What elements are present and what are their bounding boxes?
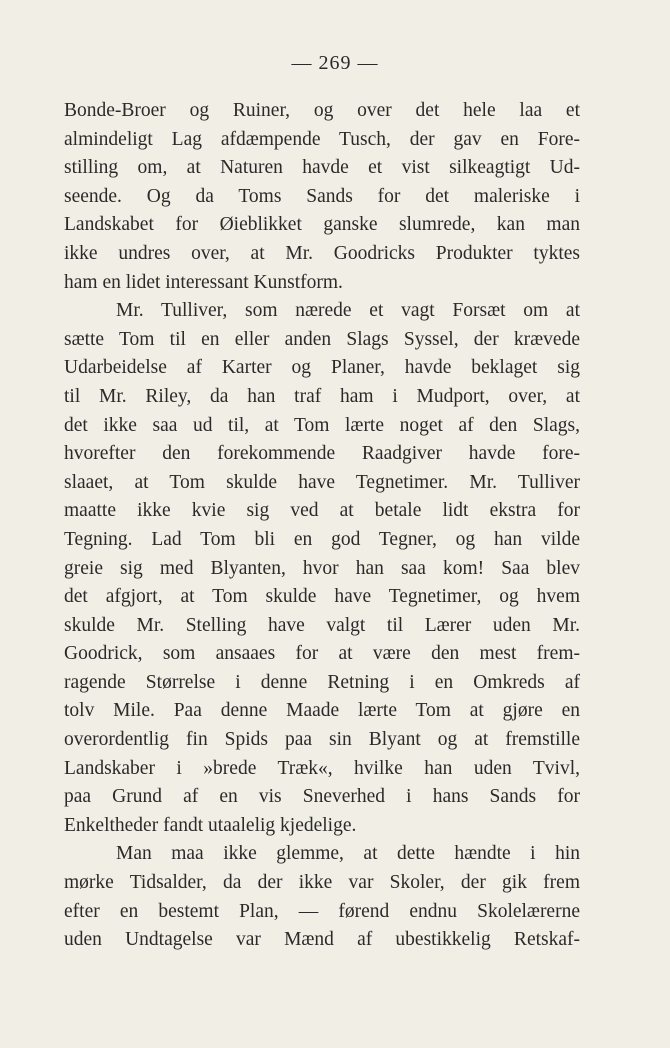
text-line: Landskaber i »brede Træk«, hvilke han uden Tvivl, bbox=[64, 757, 580, 779]
text-line: seende. Og da Toms Sands for det maleriske i bbox=[64, 185, 580, 207]
text-line: paa Grund af en vis Sneverhed i hans Sands for bbox=[64, 786, 580, 808]
text-line: maatte ikke kvie sig ved at betale lidt ekstra for bbox=[64, 500, 580, 522]
text-line: uden Undtagelse var Mænd af ubestikkelig Retskaf- bbox=[64, 929, 580, 951]
text-line: tolv Mile. Paa denne Maade lærte Tom at gjøre en bbox=[64, 700, 580, 722]
text-line: ragende Størrelse i denne Retning i en Omkreds af bbox=[64, 671, 580, 693]
text-line: Enkeltheder fandt utaalelig kjedelige. bbox=[64, 814, 357, 836]
text-line: slaaet, at Tom skulde have Tegnetimer. Mr. Tulliver bbox=[64, 471, 580, 493]
text-line: ikke undres over, at Mr. Goodricks Produkter tyktes bbox=[64, 242, 580, 264]
page-number: — 269 — bbox=[291, 52, 379, 74]
body-text bbox=[64, 97, 580, 955]
text-line: Tegning. Lad Tom bli en god Tegner, og han vilde bbox=[64, 528, 580, 550]
text-line: stilling om, at Naturen havde et vist silkeagtigt Ud- bbox=[64, 157, 580, 179]
text-line: Man maa ikke glemme, at dette hændte i hin bbox=[116, 843, 580, 865]
text-line: skulde Mr. Stelling have valgt til Lærer uden Mr. bbox=[64, 614, 580, 636]
text-line: greie sig med Blyanten, hvor han saa kom! Saa blev bbox=[64, 557, 580, 579]
text-line: Udarbeidelse af Karter og Planer, havde beklaget sig bbox=[64, 357, 580, 379]
text-line: Goodrick, som ansaaes for at være den mest frem- bbox=[64, 643, 580, 665]
text-line: til Mr. Riley, da han traf ham i Mudport, over, at bbox=[64, 385, 580, 407]
text-line: overordentlig fin Spids paa sin Blyant og at fremstille bbox=[64, 729, 580, 751]
text-line: Mr. Tulliver, som nærede et vagt Forsæt om at bbox=[116, 300, 580, 322]
text-line: almindeligt Lag afdæmpende Tusch, der gav en Fore- bbox=[64, 128, 580, 150]
text-line: mørke Tidsalder, da der ikke var Skoler, der gik frem bbox=[64, 872, 580, 894]
text-line: det afgjort, at Tom skulde have Tegnetimer, og hvem bbox=[64, 586, 580, 608]
text-line: sætte Tom til en eller anden Slags Syssel, der krævede bbox=[64, 328, 580, 350]
text-line: Landskabet for Øieblikket ganske slumrede, kan man bbox=[64, 214, 580, 236]
text-line: efter en bestemt Plan, — førend endnu Skolelærerne bbox=[64, 900, 580, 922]
text-line: Bonde-Broer og Ruiner, og over det hele laa et bbox=[64, 100, 580, 121]
text-line: det ikke saa ud til, at Tom lærte noget af den Slags, bbox=[64, 414, 580, 436]
text-line: ham en lidet interessant Kunstform. bbox=[64, 271, 343, 293]
text-line: hvorefter den forekommende Raadgiver havde fore- bbox=[64, 443, 580, 465]
